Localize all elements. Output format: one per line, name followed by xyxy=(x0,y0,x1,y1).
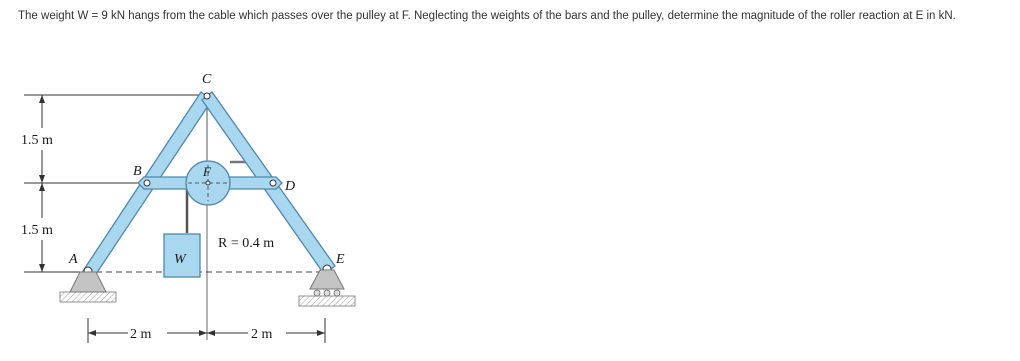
label-f: F xyxy=(203,164,211,179)
roller-support-e xyxy=(299,270,355,306)
label-e: E xyxy=(336,252,345,267)
pin-support-a xyxy=(60,272,116,302)
problem-text: The weight W = 9 kN hangs from the cable which passes over the pulley at F. Neglecting the weights of the bars and the pulley, determine the magnitude of the roller reaction at E in kN. xyxy=(18,10,956,22)
label-d: D xyxy=(285,179,296,194)
label-radius: R = 0.4 m xyxy=(218,236,275,251)
label-b: B xyxy=(133,164,142,179)
label-c: C xyxy=(202,72,212,87)
label-right-span: 2 m xyxy=(251,327,273,342)
pin-d xyxy=(270,180,276,186)
pin-f xyxy=(206,181,210,185)
label-upper-height: 1.5 m xyxy=(21,133,53,148)
label-a: A xyxy=(69,252,78,267)
pin-c xyxy=(204,93,210,99)
label-left-span: 2 m xyxy=(130,327,152,342)
label-w: W xyxy=(174,252,186,267)
label-lower-height: 1.5 m xyxy=(21,223,53,238)
horizontal-dimension-lines xyxy=(88,318,325,343)
pin-b xyxy=(144,180,150,186)
